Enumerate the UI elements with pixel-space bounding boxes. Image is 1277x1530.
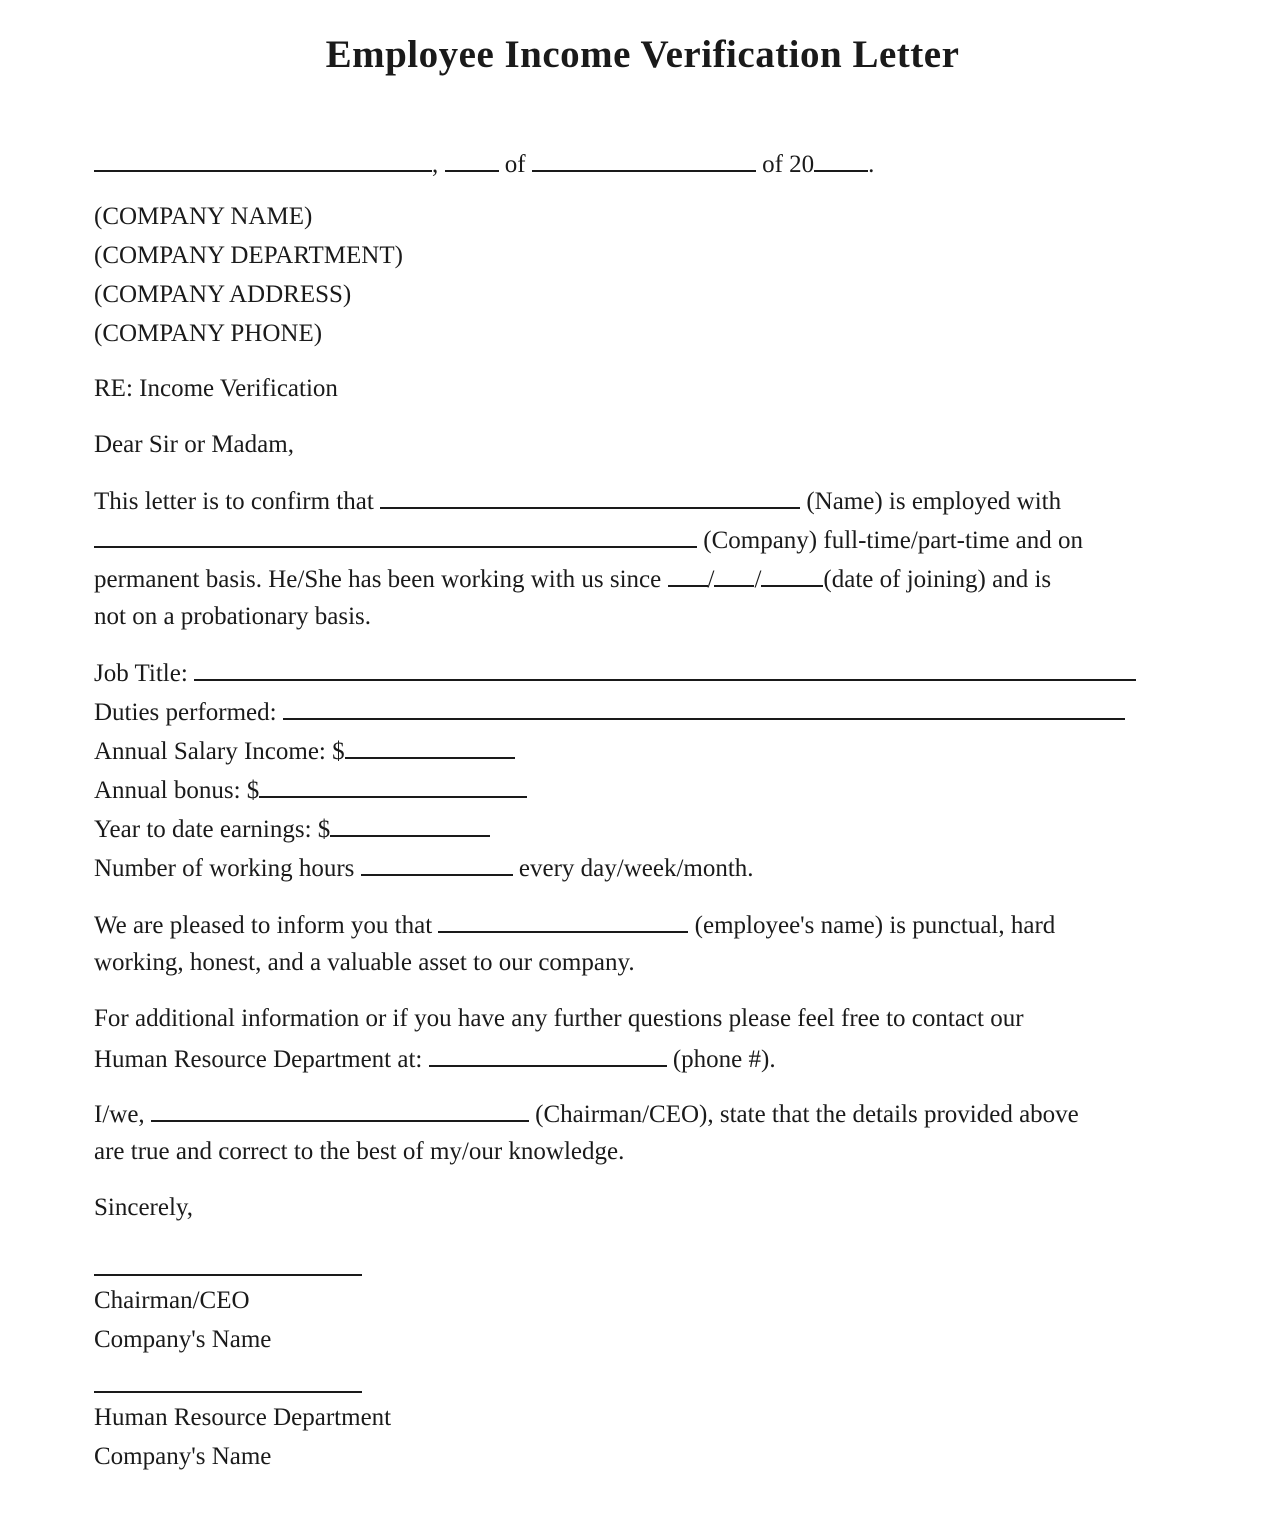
pleased-line-2: working, honest, and a valuable asset to our company.	[94, 949, 635, 976]
company-phone: (COMPANY PHONE)	[94, 320, 323, 347]
ceo-signature-line[interactable]	[94, 1274, 362, 1276]
join-year-blank[interactable]	[761, 563, 823, 587]
date-blank-3[interactable]	[532, 148, 756, 172]
date-of-label: of	[504, 151, 526, 178]
annual-bonus-blank[interactable]	[259, 774, 527, 798]
date-comma: ,	[432, 151, 439, 178]
company-name: (COMPANY NAME)	[94, 203, 313, 230]
hr-signature-line[interactable]	[94, 1391, 362, 1393]
contact-line-1: For additional information or if you have any further questions please feel free to contact our	[94, 1005, 1024, 1032]
statement-text-end: (Chairman/CEO), state that the details provided above	[535, 1101, 1079, 1128]
confirm-line-1	[94, 485, 1061, 517]
document-title: Employee Income Verification Letter	[325, 33, 960, 76]
hr-phone-blank[interactable]	[429, 1043, 667, 1067]
re-line: RE: Income Verification	[94, 375, 338, 402]
confirm-line-2-text: (Company) full-time/part-time and on	[703, 527, 1084, 554]
statement-line-1	[94, 1098, 1079, 1130]
working-hours-suffix: every day/week/month.	[518, 855, 754, 882]
signature-2-company: Company's Name	[94, 1443, 272, 1470]
date-slash-2: /	[754, 566, 762, 593]
join-month-blank[interactable]	[668, 563, 708, 587]
annual-bonus-field	[94, 774, 527, 806]
confirm-line-2	[94, 524, 1083, 556]
confirm-line-3-text: permanent basis. He/She has been working with us since	[94, 566, 662, 593]
join-day-blank[interactable]	[714, 563, 754, 587]
date-blank-year[interactable]	[814, 148, 868, 172]
job-title-blank[interactable]	[194, 657, 1136, 681]
date-line	[94, 148, 874, 180]
confirm-line-3	[94, 563, 1051, 595]
ytd-earnings-label: Year to date earnings: $	[94, 816, 331, 843]
duties-blank[interactable]	[283, 696, 1125, 720]
pleased-text-start: We are pleased to inform you that	[94, 912, 433, 939]
date-slash-1: /	[707, 566, 715, 593]
salutation: Dear Sir or Madam,	[94, 431, 294, 458]
signature-1-role: Chairman/CEO	[94, 1287, 250, 1314]
signature-1-company: Company's Name	[94, 1326, 272, 1353]
contact-text-start: Human Resource Department at:	[94, 1046, 423, 1073]
statement-line-2: are true and correct to the best of my/our knowledge.	[94, 1138, 625, 1165]
working-hours-field	[94, 852, 754, 884]
company-address: (COMPANY ADDRESS)	[94, 281, 352, 308]
confirm-line-4: not on a probationary basis.	[94, 603, 372, 630]
confirm-text-start: This letter is to confirm that	[94, 488, 374, 515]
working-hours-label: Number of working hours	[94, 855, 355, 882]
pleased-employee-blank[interactable]	[438, 909, 688, 933]
job-title-label: Job Title:	[94, 660, 188, 687]
employee-name-blank[interactable]	[380, 485, 800, 509]
ytd-earnings-field	[94, 813, 490, 845]
date-blank-2[interactable]	[445, 148, 499, 172]
pleased-line-1	[94, 909, 1055, 941]
duties-label: Duties performed:	[94, 699, 277, 726]
date-period: .	[868, 151, 875, 178]
duties-field	[94, 696, 1125, 728]
working-hours-blank[interactable]	[361, 852, 513, 876]
confirm-line-3-end: (date of joining) and is	[823, 566, 1052, 593]
annual-salary-label: Annual Salary Income: $	[94, 738, 345, 765]
signature-2-role: Human Resource Department	[94, 1404, 392, 1431]
job-title-field	[94, 657, 1136, 689]
confirm-text-end: (Name) is employed with	[806, 488, 1062, 515]
company-blank[interactable]	[94, 524, 697, 548]
pleased-text-end: (employee's name) is punctual, hard	[694, 912, 1056, 939]
annual-salary-field	[94, 735, 515, 767]
date-of-20-label: of 20	[762, 151, 815, 178]
ytd-earnings-blank[interactable]	[330, 813, 490, 837]
closing: Sincerely,	[94, 1194, 194, 1221]
date-blank-1[interactable]	[94, 148, 432, 172]
company-department: (COMPANY DEPARTMENT)	[94, 242, 403, 269]
contact-line-2	[94, 1043, 776, 1075]
annual-bonus-label: Annual bonus: $	[94, 777, 260, 804]
statement-text-start: I/we,	[94, 1101, 145, 1128]
ceo-name-blank[interactable]	[151, 1098, 529, 1122]
annual-salary-blank[interactable]	[345, 735, 515, 759]
contact-text-end: (phone #).	[672, 1046, 776, 1073]
